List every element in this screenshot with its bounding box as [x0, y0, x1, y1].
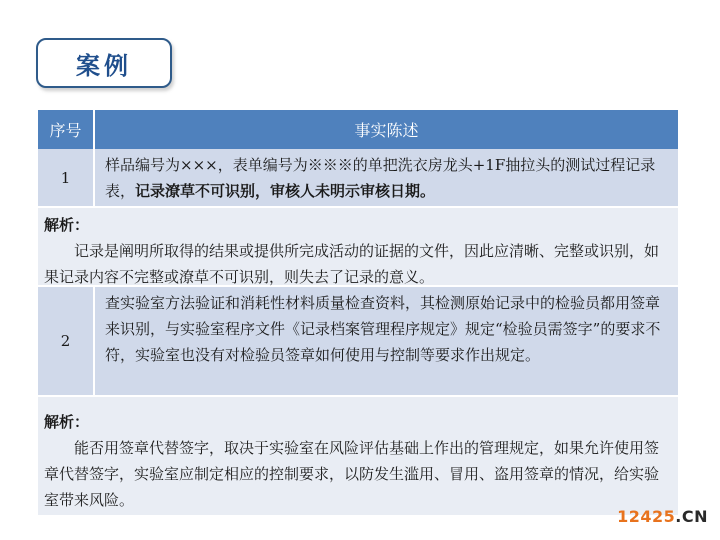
table-row — [38, 287, 678, 395]
analysis-body: 记录是阐明所取得的结果或提供所完成活动的证据的文件，因此应清晰、完整或识别，如果记录内容不完整或潦草不可识别，则失去了记录的意义。 — [44, 242, 660, 286]
header-statement: 事实陈述 — [354, 121, 419, 140]
table-header — [38, 110, 678, 149]
table-row — [38, 149, 678, 206]
analysis-heading: 解析： — [44, 216, 90, 234]
analysis-block — [38, 206, 678, 287]
title-box — [36, 38, 172, 88]
analysis-heading: 解析： — [44, 413, 90, 431]
row-number: 1 — [38, 149, 95, 206]
slide-title: 案例 — [76, 51, 132, 80]
analysis-body: 能否用签章代替签字，取决于实验室在风险评估基础上作出的管理规定，如果允许使用签章代替签字，实验室应制定相应的控制要求，以防发生滥用、冒用、盗用签章的情况，给实验室带来风险。 — [44, 439, 660, 509]
statement-emphasis: 记录潦草不可识别，审核人未明示审核日期。 — [135, 182, 436, 200]
watermark-logo — [617, 507, 708, 526]
statement-text: 样品编号为×××，表单编号为※※※的单把洗衣房龙头+1F抽拉头的测试过程记录表， — [105, 156, 656, 200]
watermark-suffix: .CN — [675, 507, 708, 526]
row-number: 2 — [38, 287, 95, 395]
row-statement: 查实验室方法验证和消耗性材料质量检查资料，其检测原始记录中的检验员都用签章来识别，与实验室程序文件《记录档案管理程序规定》规定“检验员需签字”的要求不符，实验室也没有对检验员签章如何使用与控制等要求作出规定。 — [105, 294, 661, 364]
case-table — [38, 110, 678, 517]
header-number: 序号 — [38, 110, 95, 149]
analysis-block — [38, 395, 678, 517]
row-statement — [95, 149, 678, 206]
watermark-number: 12425 — [617, 507, 676, 526]
